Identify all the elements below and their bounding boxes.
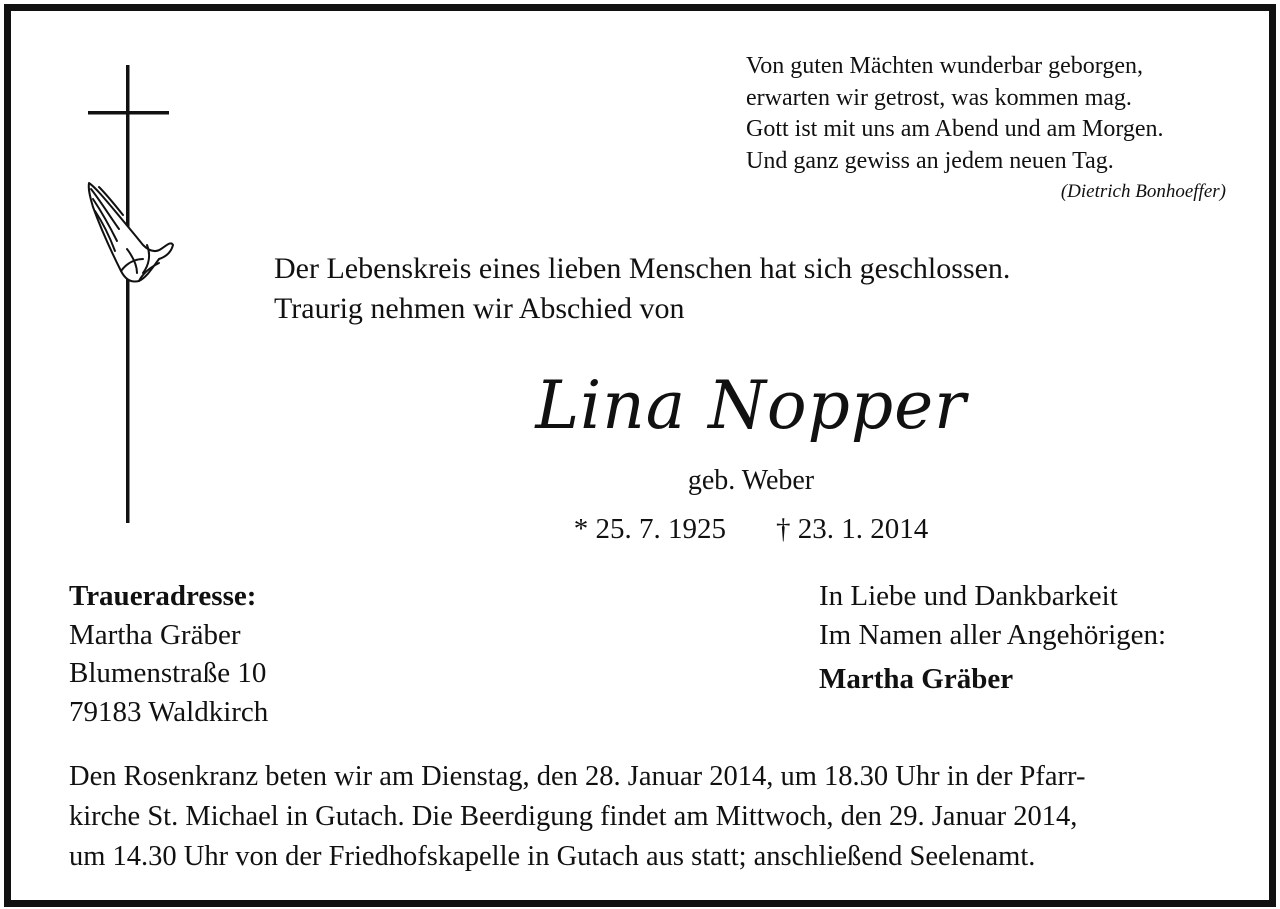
poem-line: Und ganz gewiss an jedem neuen Tag. bbox=[746, 147, 1114, 174]
cross-icon bbox=[81, 59, 191, 529]
life-dates bbox=[491, 509, 1011, 549]
address-line: Martha Gräber bbox=[69, 618, 241, 651]
poem-line: Gott ist mit uns am Abend und am Morgen. bbox=[746, 116, 1164, 142]
birth-date: * 25. 7. 1925 bbox=[573, 513, 726, 545]
poem-block bbox=[746, 51, 1226, 205]
deceased-name: Lina Nopper bbox=[535, 367, 967, 444]
poem-line: Von guten Mächten wunderbar geborgen, bbox=[746, 53, 1144, 79]
regards-line: In Liebe und Dankbarkeit bbox=[819, 580, 1118, 612]
praying-hands-icon bbox=[89, 183, 173, 282]
obituary-card bbox=[4, 4, 1276, 907]
intro-line: Traurig nehmen wir Abschied von bbox=[274, 292, 685, 325]
mourning-address bbox=[69, 577, 268, 731]
poem-line: erwarten wir getrost, was kommen mag. bbox=[746, 84, 1132, 111]
intro-line: Der Lebenskreis eines lieben Menschen hat sich geschlossen. bbox=[274, 252, 1011, 285]
signer-name: Martha Gräber bbox=[819, 663, 1014, 695]
maiden-name: geb. Weber bbox=[687, 465, 815, 496]
service-notice bbox=[69, 757, 1239, 877]
regards-block bbox=[819, 577, 1166, 699]
notice-line: Den Rosenkranz beten wir am Dienstag, den 28. Januar 2014, um 18.30 Uhr in der Pfarr- bbox=[69, 761, 1086, 792]
poem-author: (Dietrich Bonhoeffer) bbox=[1060, 181, 1226, 202]
regards-line: Im Namen aller Angehörigen: bbox=[819, 618, 1167, 651]
address-heading: Traueradresse: bbox=[69, 580, 257, 612]
address-line: Blumenstraße 10 bbox=[69, 657, 267, 689]
intro-text bbox=[274, 249, 1010, 329]
notice-line: kirche St. Michael in Gutach. Die Beerdigung findet am Mittwoch, den 29. Januar 2014, bbox=[69, 801, 1078, 832]
address-line: 79183 Waldkirch bbox=[69, 695, 269, 728]
death-date: † 23. 1. 2014 bbox=[776, 513, 929, 545]
notice-line: um 14.30 Uhr von der Friedhofskapelle in Gutach aus statt; anschließend Seelenamt. bbox=[69, 841, 1036, 872]
